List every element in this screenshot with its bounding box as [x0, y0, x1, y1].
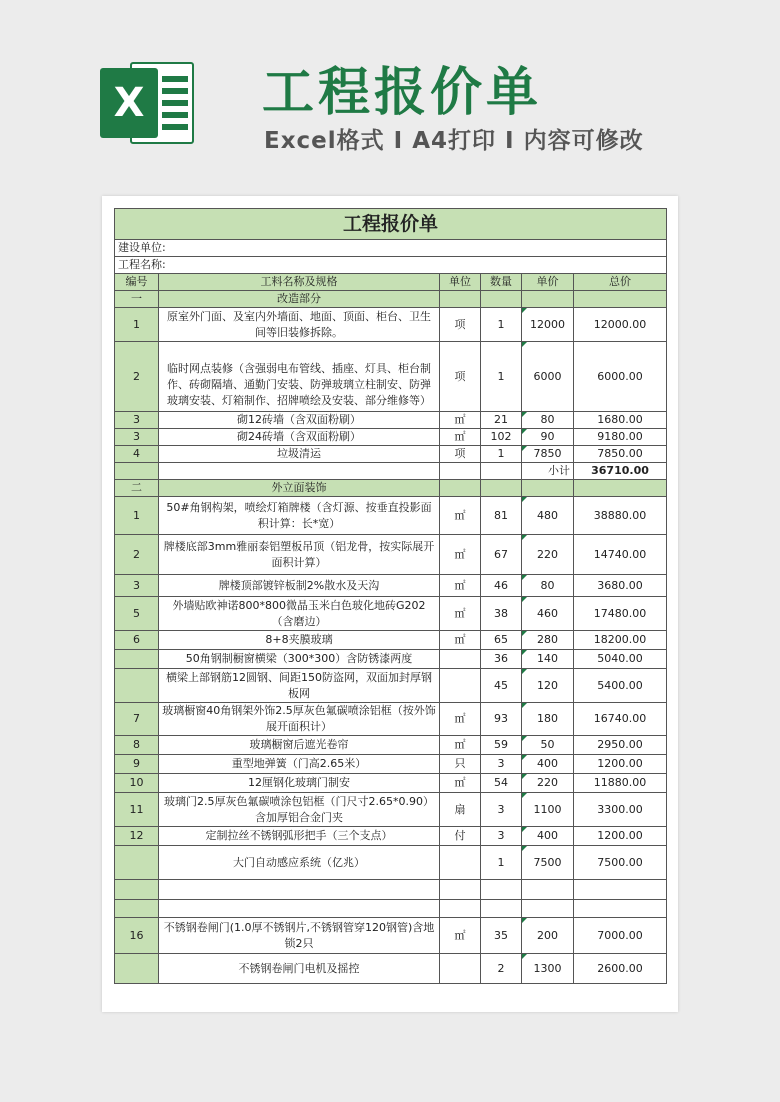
section-row [115, 291, 667, 308]
row-price[interactable]: 6000 [522, 342, 574, 412]
row-unit[interactable]: ㎡ [440, 703, 481, 736]
row-total[interactable]: 3300.00 [574, 793, 667, 827]
subtotal-label[interactable]: 小计 [522, 463, 574, 480]
logo-letter: X [100, 68, 158, 138]
row-price[interactable]: 220 [522, 535, 574, 575]
table-row [115, 497, 667, 535]
table-row [115, 793, 667, 827]
row-qty[interactable]: 1 [481, 446, 522, 463]
row-unit[interactable] [440, 669, 481, 703]
row-total[interactable]: 3680.00 [574, 575, 667, 597]
row-total[interactable]: 7850.00 [574, 446, 667, 463]
row-qty[interactable]: 21 [481, 412, 522, 429]
subtotal-value[interactable]: 36710.00 [574, 463, 667, 480]
row-unit[interactable]: ㎡ [440, 736, 481, 755]
blank-cell[interactable] [440, 480, 481, 497]
row-name[interactable] [159, 497, 440, 535]
row-qty[interactable]: 59 [481, 736, 522, 755]
row-name[interactable] [159, 308, 440, 342]
blank-cell[interactable] [115, 463, 159, 480]
empty-row [115, 900, 667, 918]
row-total[interactable]: 5400.00 [574, 669, 667, 703]
row-name-text: 垃圾清运 [277, 447, 321, 460]
row-qty[interactable]: 36 [481, 650, 522, 669]
row-name[interactable] [159, 793, 440, 827]
table-row [115, 412, 667, 429]
table-row [115, 846, 667, 880]
row-total[interactable]: 5040.00 [574, 650, 667, 669]
row-name[interactable] [159, 774, 440, 793]
row-name-text: 定制拉丝不锈钢弧形把手（三个支点） [205, 829, 393, 842]
blank-cell[interactable] [574, 880, 667, 900]
table-row [115, 597, 667, 631]
col-header-no: 编号 [115, 274, 159, 291]
row-unit[interactable]: ㎡ [440, 429, 481, 446]
row-name-text: 砌24砖墙（含双面粉刷） [237, 430, 361, 443]
row-no[interactable]: 9 [115, 755, 159, 774]
row-price[interactable]: 80 [522, 575, 574, 597]
blank-cell[interactable] [522, 900, 574, 918]
row-total[interactable]: 1200.00 [574, 827, 667, 846]
section-no[interactable]: 一 [115, 291, 159, 308]
section-row [115, 480, 667, 497]
empty-row [115, 880, 667, 900]
blank-cell[interactable] [574, 480, 667, 497]
row-name-text: 横梁上部钢筋12圆钢、间距150防盗网，双面加封厚钢板网 [166, 670, 432, 700]
row-qty[interactable]: 45 [481, 669, 522, 703]
quote-table [114, 208, 667, 984]
row-price[interactable]: 280 [522, 631, 574, 650]
row-price[interactable]: 80 [522, 412, 574, 429]
row-name[interactable] [159, 597, 440, 631]
table-row [115, 342, 667, 412]
row-name[interactable] [159, 631, 440, 650]
table-row [115, 755, 667, 774]
table-row [115, 631, 667, 650]
row-no[interactable]: 1 [115, 497, 159, 535]
row-total[interactable]: 1200.00 [574, 755, 667, 774]
row-name-text: 不锈钢卷闸门(1.0厚不锈钢片,不锈钢管穿120钢管)含地锁2只 [163, 920, 435, 950]
row-name[interactable] [159, 412, 440, 429]
row-no[interactable]: 6 [115, 631, 159, 650]
row-unit[interactable]: ㎡ [440, 597, 481, 631]
table-row [115, 827, 667, 846]
project-name-label[interactable]: 工程名称: [115, 257, 667, 274]
row-name[interactable] [159, 429, 440, 446]
blank-cell[interactable] [481, 880, 522, 900]
blank-cell[interactable] [115, 900, 159, 918]
excel-logo-icon [100, 56, 194, 150]
table-row [115, 429, 667, 446]
row-name-text: 玻璃橱窗40角钢架外饰2.5厚灰色氟碳喷涂铝框（按外饰展开面积计） [162, 704, 436, 733]
row-name[interactable] [159, 669, 440, 703]
page-title: 工程报价单 [262, 63, 543, 123]
blank-cell[interactable] [159, 463, 440, 480]
row-price[interactable]: 1300 [522, 954, 574, 984]
row-name[interactable] [159, 846, 440, 880]
row-unit[interactable] [440, 650, 481, 669]
row-no[interactable]: 2 [115, 535, 159, 575]
row-qty[interactable]: 102 [481, 429, 522, 446]
row-name-text: 不锈钢卷闸门电机及摇控 [238, 961, 360, 975]
row-total[interactable]: 7000.00 [574, 918, 667, 954]
row-no[interactable]: 11 [115, 793, 159, 827]
row-name-text: 大门自动感应系统（亿兆） [233, 855, 365, 869]
row-name-text: 12厘钢化玻璃门制安 [248, 776, 350, 789]
table-row [115, 669, 667, 703]
blank-cell[interactable] [440, 880, 481, 900]
blank-cell[interactable] [522, 480, 574, 497]
table-row [115, 535, 667, 575]
row-total[interactable]: 2600.00 [574, 954, 667, 984]
row-total[interactable]: 38880.00 [574, 497, 667, 535]
row-unit[interactable]: ㎡ [440, 497, 481, 535]
row-no[interactable] [115, 669, 159, 703]
table-row [115, 308, 667, 342]
row-name[interactable] [159, 755, 440, 774]
row-qty[interactable]: 1 [481, 846, 522, 880]
row-no[interactable]: 16 [115, 918, 159, 954]
row-price[interactable]: 220 [522, 774, 574, 793]
blank-cell[interactable] [440, 463, 481, 480]
row-name-text: 原室外门面、及室内外墙面、地面、顶面、柜台、卫生间等旧装修拆除。 [167, 309, 431, 339]
row-qty[interactable]: 81 [481, 497, 522, 535]
row-unit[interactable] [440, 846, 481, 880]
row-name[interactable] [159, 827, 440, 846]
row-price[interactable]: 7500 [522, 846, 574, 880]
row-total[interactable]: 7500.00 [574, 846, 667, 880]
row-price[interactable]: 180 [522, 703, 574, 736]
quote-sheet [102, 196, 678, 1012]
row-qty[interactable]: 93 [481, 703, 522, 736]
blank-cell[interactable] [115, 880, 159, 900]
row-no[interactable]: 12 [115, 827, 159, 846]
table-row [115, 650, 667, 669]
row-qty[interactable]: 1 [481, 342, 522, 412]
row-name-text: 玻璃门2.5厚灰色氟碳喷涂包铝框（门尺寸2.65*0.90）含加厚铝合金门夹 [164, 794, 434, 824]
row-no[interactable]: 2 [115, 342, 159, 412]
row-price[interactable]: 140 [522, 650, 574, 669]
row-unit[interactable]: ㎡ [440, 774, 481, 793]
row-no[interactable] [115, 846, 159, 880]
sheet-title: 工程报价单 [115, 209, 667, 240]
row-no[interactable]: 3 [115, 575, 159, 597]
row-price[interactable]: 1100 [522, 793, 574, 827]
row-name[interactable] [159, 342, 440, 412]
blank-cell[interactable] [522, 880, 574, 900]
row-name[interactable] [159, 918, 440, 954]
row-no[interactable]: 3 [115, 429, 159, 446]
table-row [115, 954, 667, 984]
col-header-unit: 单位 [440, 274, 481, 291]
row-unit[interactable]: ㎡ [440, 535, 481, 575]
row-total[interactable]: 6000.00 [574, 342, 667, 412]
row-qty[interactable]: 65 [481, 631, 522, 650]
row-unit[interactable]: 项 [440, 446, 481, 463]
row-no[interactable]: 4 [115, 446, 159, 463]
row-price[interactable]: 12000 [522, 308, 574, 342]
row-unit[interactable]: 付 [440, 827, 481, 846]
row-name-text: 玻璃橱窗后遮光卷帘 [249, 738, 349, 751]
row-unit[interactable]: ㎡ [440, 918, 481, 954]
row-unit[interactable]: 项 [440, 342, 481, 412]
subtotal-row [115, 463, 667, 480]
row-qty[interactable]: 3 [481, 793, 522, 827]
row-name-text: 外墙贴欧神诺800*800微晶玉米白色玻化地砖G202（含磨边） [172, 598, 426, 628]
row-name-text: 重型地弹簧（门高2.65米） [231, 757, 367, 770]
row-unit[interactable]: ㎡ [440, 575, 481, 597]
table-row [115, 736, 667, 755]
row-name-text: 牌楼顶部镀锌板制2%散水及天沟 [218, 578, 380, 592]
row-total[interactable]: 12000.00 [574, 308, 667, 342]
row-price[interactable]: 460 [522, 597, 574, 631]
row-total[interactable]: 14740.00 [574, 535, 667, 575]
col-header-price: 单价 [522, 274, 574, 291]
table-row [115, 918, 667, 954]
table-row [115, 703, 667, 736]
row-total[interactable]: 9180.00 [574, 429, 667, 446]
row-price[interactable]: 50 [522, 736, 574, 755]
row-name[interactable] [159, 535, 440, 575]
row-name-text: 50#角钢构架，喷绘灯箱牌楼（含灯源、按垂直投影面积计算：长*宽） [166, 500, 432, 530]
row-unit[interactable]: 扇 [440, 793, 481, 827]
row-qty[interactable]: 38 [481, 597, 522, 631]
row-total[interactable]: 11880.00 [574, 774, 667, 793]
row-price[interactable]: 200 [522, 918, 574, 954]
table-row [115, 446, 667, 463]
row-no[interactable]: 1 [115, 308, 159, 342]
row-qty[interactable]: 54 [481, 774, 522, 793]
section-name[interactable]: 改造部分 [159, 291, 440, 308]
row-name[interactable] [159, 954, 440, 984]
row-name-text: 牌楼底部3mm雅丽泰铝塑板吊顶（铝龙骨，按实际展开面积计算） [163, 539, 435, 569]
row-qty[interactable]: 2 [481, 954, 522, 984]
row-name-text: 临时网点装修（含强弱电布管线、插座、灯具、柜台制作、砖砌隔墙、通勤门安装、防弹玻璃立柱制安、防弹玻璃安装、灯箱制作、招牌喷绘及安装、部分维修等） [167, 361, 431, 407]
column-header-row [115, 274, 667, 291]
row-price[interactable]: 400 [522, 827, 574, 846]
row-no[interactable]: 10 [115, 774, 159, 793]
section-name[interactable]: 外立面装饰 [159, 480, 440, 497]
row-price[interactable]: 90 [522, 429, 574, 446]
row-price[interactable]: 7850 [522, 446, 574, 463]
blank-cell[interactable] [440, 900, 481, 918]
row-price[interactable]: 120 [522, 669, 574, 703]
row-total[interactable]: 2950.00 [574, 736, 667, 755]
row-total[interactable]: 16740.00 [574, 703, 667, 736]
blank-cell[interactable] [481, 900, 522, 918]
row-qty[interactable]: 1 [481, 308, 522, 342]
blank-cell[interactable] [574, 900, 667, 918]
row-total[interactable]: 18200.00 [574, 631, 667, 650]
blank-cell[interactable] [481, 480, 522, 497]
row-unit[interactable]: ㎡ [440, 631, 481, 650]
row-qty[interactable]: 3 [481, 755, 522, 774]
blank-cell[interactable] [159, 900, 440, 918]
row-no[interactable] [115, 650, 159, 669]
row-price[interactable]: 400 [522, 755, 574, 774]
row-name[interactable] [159, 736, 440, 755]
row-unit[interactable]: 只 [440, 755, 481, 774]
row-total[interactable]: 1680.00 [574, 412, 667, 429]
blank-cell[interactable] [481, 463, 522, 480]
row-no[interactable]: 8 [115, 736, 159, 755]
blank-cell[interactable] [159, 880, 440, 900]
table-row [115, 575, 667, 597]
row-name-text: 50角钢制橱窗横梁（300*300）含防锈漆两度 [185, 652, 413, 665]
row-name[interactable] [159, 575, 440, 597]
row-no[interactable] [115, 954, 159, 984]
row-name-text: 砌12砖墙（含双面粉刷） [237, 413, 361, 426]
row-price[interactable]: 480 [522, 497, 574, 535]
row-unit[interactable] [440, 954, 481, 984]
row-qty[interactable]: 3 [481, 827, 522, 846]
row-name[interactable] [159, 446, 440, 463]
row-total[interactable]: 17480.00 [574, 597, 667, 631]
row-unit[interactable]: ㎡ [440, 412, 481, 429]
row-name[interactable] [159, 650, 440, 669]
row-name[interactable] [159, 703, 440, 736]
row-no[interactable]: 7 [115, 703, 159, 736]
row-name-text: 8+8夹膜玻璃 [265, 633, 333, 646]
build-unit-label[interactable]: 建设单位: [115, 240, 667, 257]
row-no[interactable]: 3 [115, 412, 159, 429]
table-row [115, 774, 667, 793]
section-no[interactable]: 二 [115, 480, 159, 497]
col-header-qty: 数量 [481, 274, 522, 291]
col-header-total: 总价 [574, 274, 667, 291]
col-header-name: 工料名称及规格 [159, 274, 440, 291]
row-no[interactable]: 5 [115, 597, 159, 631]
row-qty[interactable]: 46 [481, 575, 522, 597]
row-qty[interactable]: 67 [481, 535, 522, 575]
page-subtitle: Excel格式 I A4打印 I 内容可修改 [264, 128, 644, 154]
row-unit[interactable]: 项 [440, 308, 481, 342]
row-qty[interactable]: 35 [481, 918, 522, 954]
